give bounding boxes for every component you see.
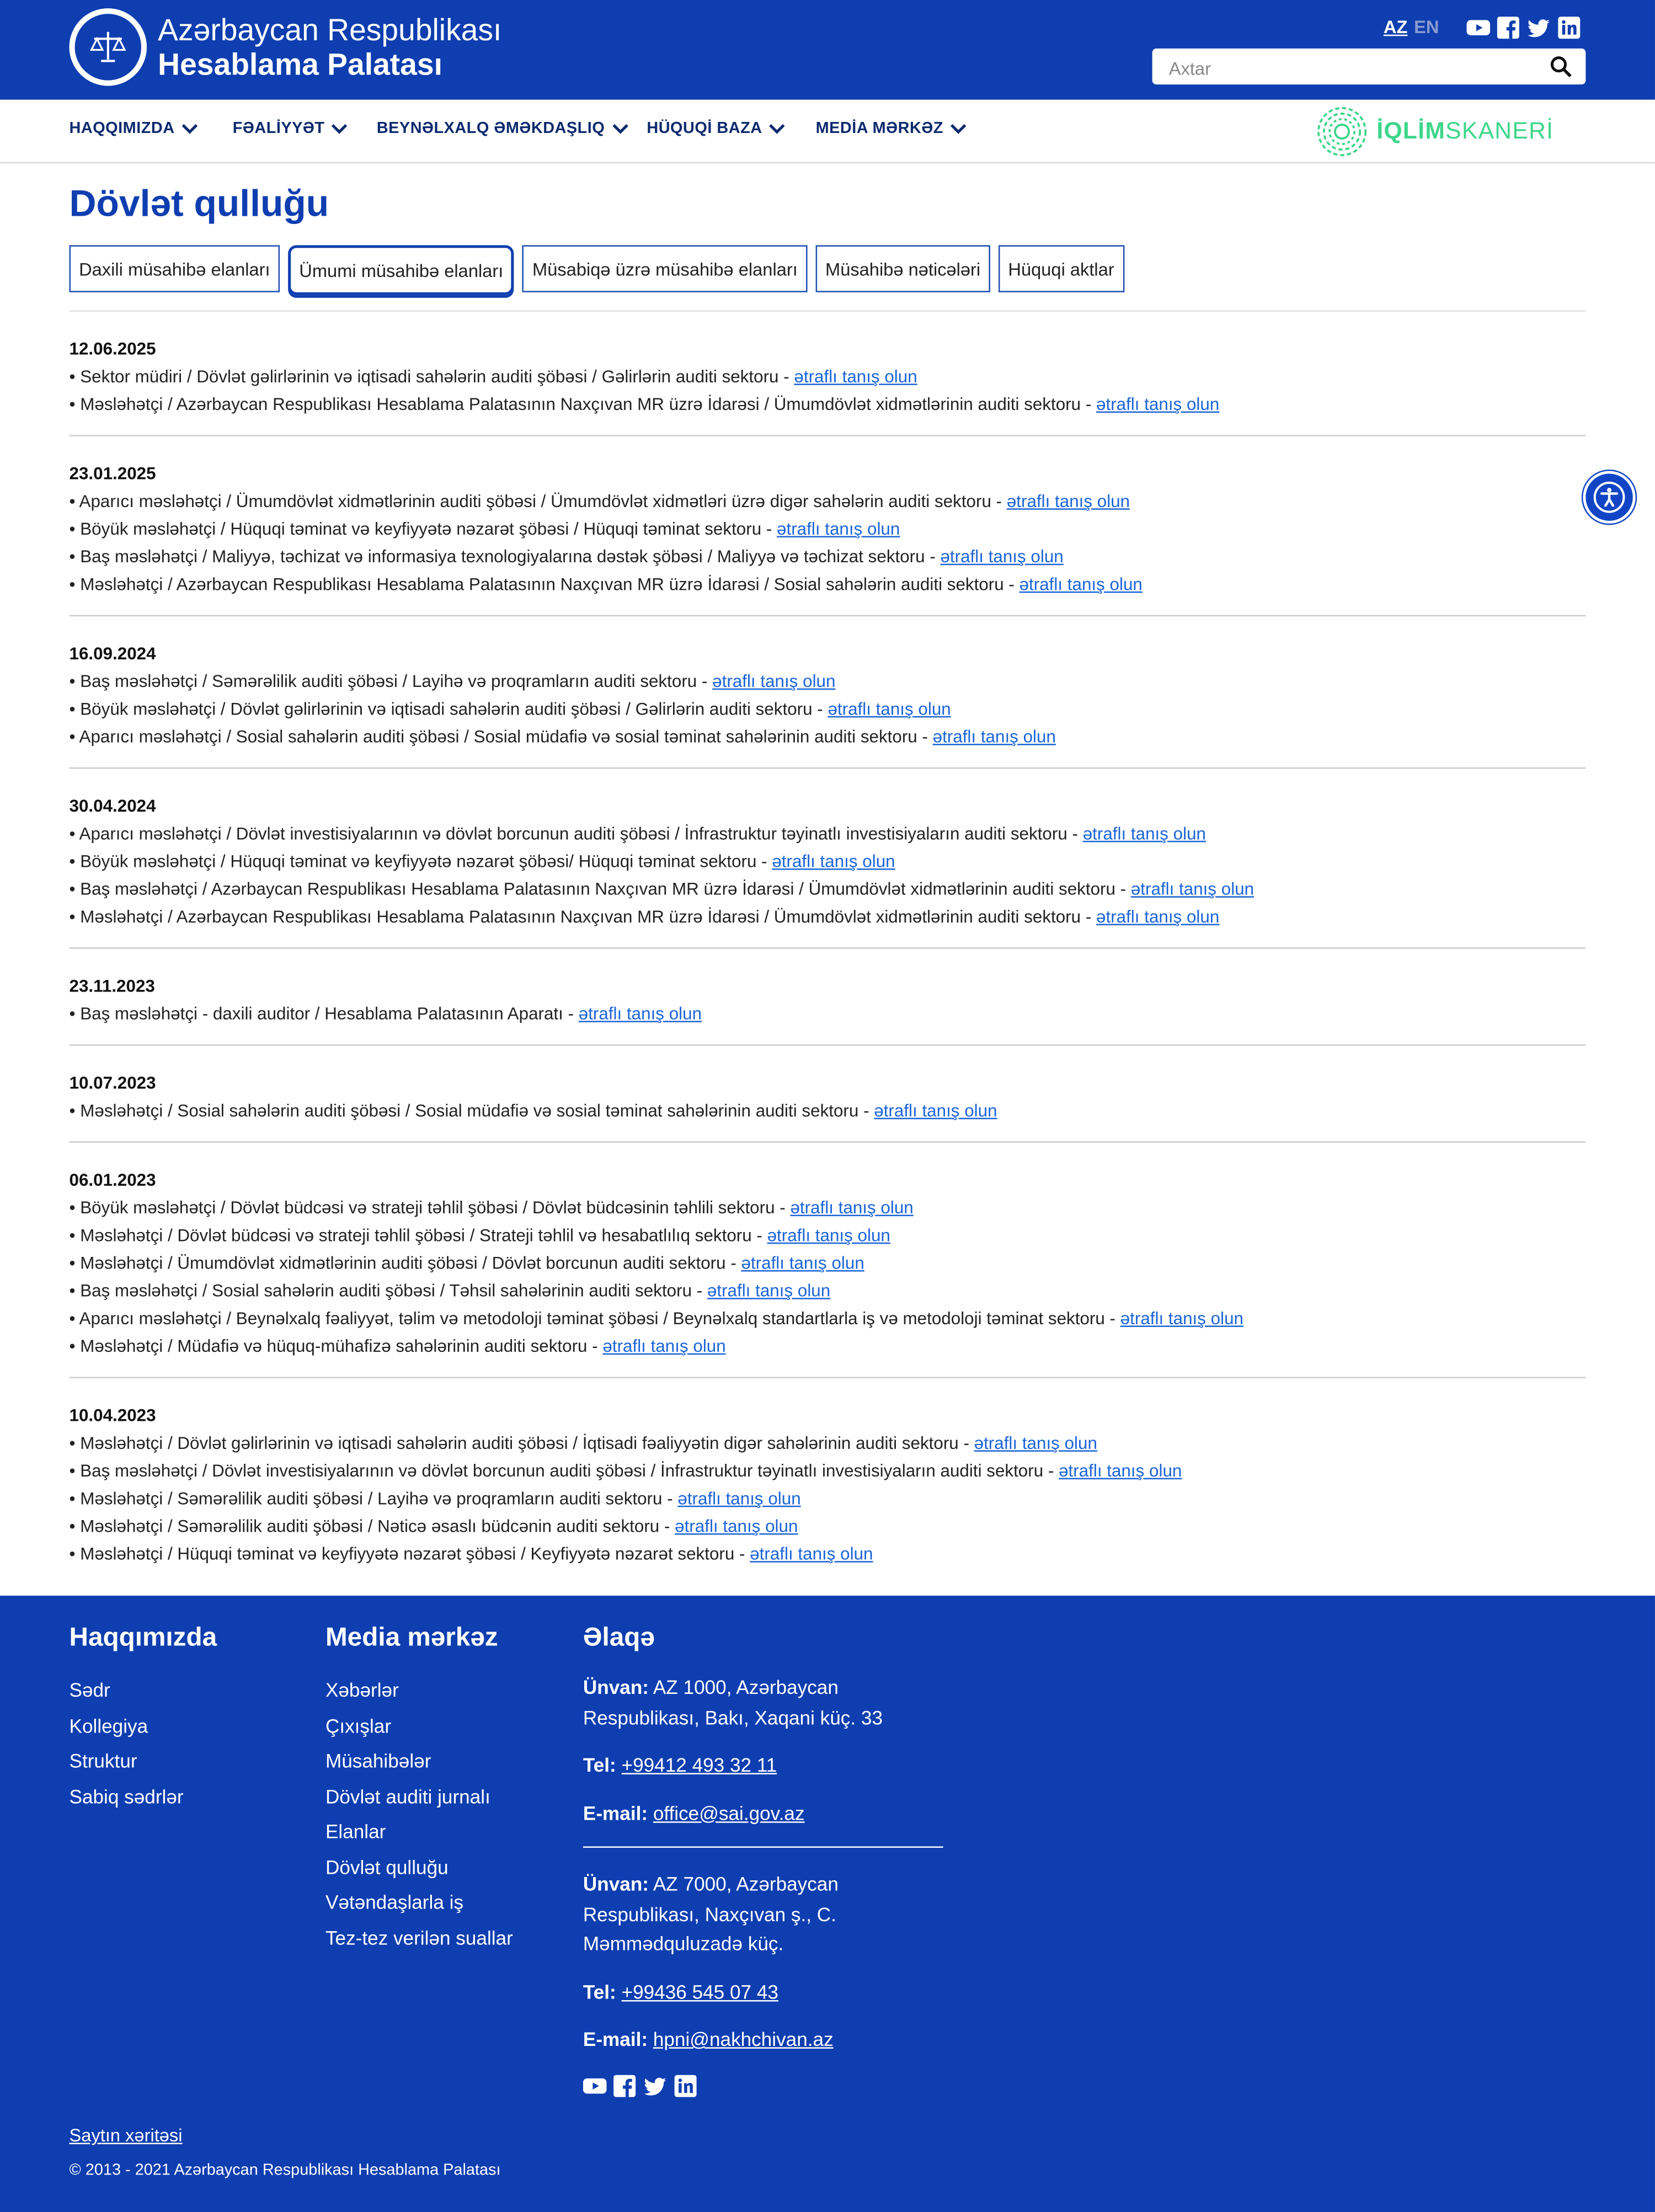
details-link[interactable]: ətraflı tanış olun	[828, 699, 951, 719]
nav-label: MEDİA MƏRKƏZ	[815, 120, 943, 137]
details-link[interactable]: ətraflı tanış olun	[767, 1225, 890, 1245]
bullet: •	[69, 1198, 81, 1218]
announcement-text: Məsləhətçi / Hüquqi təminat və keyfiyyətə nəzarət şöbəsi / Keyfiyyətə nəzarət sektoru	[80, 1544, 735, 1564]
announcement-item	[70, 1097, 1586, 1124]
details-link[interactable]: ətraflı tanış olun	[932, 727, 1056, 747]
dash: -	[1067, 824, 1083, 844]
announcement-group	[70, 312, 1586, 436]
details-link[interactable]: ətraflı tanış olun	[750, 1544, 873, 1564]
label-email: E-mail:	[583, 1801, 648, 1824]
bullet: •	[69, 1544, 81, 1564]
tab-daxili[interactable]: Daxili müsahibə elanları	[70, 245, 280, 292]
main-nav	[0, 100, 1655, 163]
youtube-icon[interactable]	[583, 2074, 605, 2096]
announcement-item	[70, 571, 1586, 598]
details-link[interactable]: ətraflı tanış olun	[772, 851, 895, 872]
announcement-text: Məsləhətçi / Azərbaycan Respublikası Hesablama Palatasının Naxçıvan MR üzrə İdarəsi / Ümumdövlət xidmətlərinin auditi sektoru	[80, 395, 1081, 414]
announcement-item	[70, 695, 1586, 723]
dash: -	[1081, 907, 1097, 927]
announcement-text: Məsləhətçi / Ümumdövlət xidmətlərinin auditi şöbəsi / Dövlət borcunun auditi sektoru	[80, 1253, 726, 1273]
bullet: •	[69, 727, 79, 747]
details-link[interactable]: ətraflı tanış olun	[602, 1336, 726, 1356]
announcement-item	[70, 1332, 1586, 1360]
bullet: •	[69, 1101, 81, 1121]
announcement-text: Aparıcı məsləhətçi / Beynəlxalq fəaliyyət, təlim və metodoloji təminat şöbəsi / Beynəlxalq standartlarla iş və metodoloji təminat sektoru	[79, 1309, 1105, 1329]
dash: -	[958, 1433, 974, 1453]
lang-az-link[interactable]: AZ	[1383, 17, 1408, 38]
accessibility-icon	[1593, 481, 1626, 514]
tab-musabiqe[interactable]: Müsabiqə üzrə müsahibə elanları	[522, 245, 807, 292]
announcement-text: Baş məsləhətçi / Dövlət investisiyalarının və dövlət borcunun auditi şöbəsi / İnfrastruktur təyinatlı investisiyaların auditi sektoru	[80, 1461, 1044, 1481]
bullet: •	[69, 1281, 81, 1301]
announcement-date: 10.07.2023	[69, 1073, 156, 1093]
dash: -	[925, 547, 941, 567]
details-link[interactable]: ətraflı tanış olun	[741, 1253, 864, 1273]
announcement-text: Məsləhətçi / Dövlət gəlirlərinin və iqtisadi sahələrin auditi şöbəsi / İqtisadi fəaliyyətin digər sahələrinin auditi sektoru	[80, 1433, 959, 1453]
announcement-item	[70, 1457, 1586, 1485]
announcement-item	[70, 1430, 1586, 1457]
announcement-date: 23.11.2023	[69, 976, 155, 996]
details-link[interactable]: ətraflı tanış olun	[974, 1433, 1097, 1453]
announcement-date: 16.09.2024	[69, 644, 156, 664]
footer-heading: Media mərkəz	[325, 1623, 498, 1653]
details-link[interactable]: ətraflı tanış olun	[677, 1489, 801, 1509]
footer-link[interactable]: Sədr	[69, 1678, 110, 1701]
details-link[interactable]: ətraflı tanış olun	[1130, 880, 1254, 899]
announcement-group	[70, 1046, 1586, 1143]
nav-fealiyyet[interactable]	[233, 120, 345, 137]
announcement-text: Məsləhətçi / Dövlət büdcəsi və strateji təhlil şöbəsi / Strateji təhlil və hesabatlılıq sektoru	[80, 1225, 752, 1245]
announcement-text: Məsləhətçi / Azərbaycan Respublikası Hesablama Palatasının Naxçıvan MR üzrə İdarəsi / Ümumdövlət xidmətlərinin auditi sektoru	[80, 907, 1081, 927]
announcement-group	[70, 1378, 1586, 1585]
bullet: •	[69, 574, 81, 594]
footer-link[interactable]: Sabiq sədrlər	[69, 1784, 184, 1807]
footer-link[interactable]: Müsahibələr	[325, 1749, 431, 1772]
dash: -	[858, 1101, 874, 1121]
nav-label: BEYNƏLXALQ ƏMƏKDAŞLIQ	[376, 120, 605, 137]
copyright: © 2013 - 2021 Azərbaycan Respublikası Hesablama Palatası	[69, 2162, 501, 2179]
announcement-text: Böyük məsləhətçi / Dövlət büdcəsi və strateji təhlil şöbəsi / Dövlət büdcəsinin təhlili sektoru	[80, 1198, 775, 1218]
dash: -	[1081, 395, 1097, 414]
iqlim-text: İQLİMSKANERİ	[1376, 118, 1554, 145]
announcement-group	[70, 436, 1586, 616]
announcement-item	[70, 488, 1586, 515]
site-brand[interactable]	[158, 14, 501, 82]
brand-line-2: Hesablama Palatası	[158, 46, 442, 82]
footer-heading: Haqqımızda	[69, 1623, 217, 1653]
bullet: •	[69, 1225, 81, 1245]
announcement-text: Böyük məsləhətçi / Dövlət gəlirlərinin və iqtisadi sahələrin auditi şöbəsi / Gəlirlərin auditi sektoru	[80, 699, 813, 719]
announcement-text: Məsləhətçi / Səmərəlilik auditi şöbəsi / Layihə və proqramların auditi sektoru	[80, 1489, 663, 1509]
announcement-item	[70, 848, 1586, 875]
bullet: •	[69, 492, 79, 511]
footer-link[interactable]: Dövlət auditi jurnalı	[325, 1784, 490, 1807]
label-tel: Tel:	[583, 1980, 616, 2002]
sitemap-link[interactable]: Saytın xəritəsi	[69, 2124, 183, 2146]
search-box	[1152, 49, 1586, 84]
bullet: •	[69, 1309, 79, 1329]
label-address: Ünvan:	[583, 1873, 649, 1895]
announcement-item	[70, 820, 1586, 848]
bullet: •	[69, 367, 81, 387]
page-title: Dövlət qulluğu	[69, 183, 329, 225]
dash: -	[751, 1225, 767, 1245]
bullet: •	[69, 395, 81, 414]
twitter-icon[interactable]	[1528, 17, 1550, 39]
label-tel: Tel:	[583, 1753, 616, 1776]
accessibility-button[interactable]	[1583, 471, 1635, 524]
lang-en-link[interactable]: EN	[1414, 17, 1439, 38]
nav-label: FƏALİYYƏT	[232, 120, 325, 137]
footer-link[interactable]: Xəbərlər	[325, 1678, 399, 1701]
footer-link[interactable]: Kollegiya	[69, 1714, 148, 1736]
bullet: •	[69, 1516, 81, 1537]
tab-bar	[70, 245, 1586, 292]
brand-line-1: Azərbaycan Respublikası	[158, 12, 502, 47]
announcement-text: Baş məsləhətçi - daxili auditor / Hesablama Palatasının Aparatı	[80, 1004, 563, 1024]
announcement-text: Sektor müdiri / Dövlət gəlirlərinin və iqtisadi sahələrin auditi şöbəsi / Gəlirlərin auditi sektoru	[80, 367, 779, 387]
announcement-text: Baş məsləhətçi / Səmərəlilik auditi şöbəsi / Layihə və proqramların auditi sektoru	[80, 671, 697, 691]
details-link[interactable]: ətraflı tanış olun	[940, 547, 1064, 567]
bullet: •	[69, 1489, 81, 1509]
details-link[interactable]: ətraflı tanış olun	[794, 367, 917, 387]
phone-link[interactable]: +99436 545 07 43	[621, 1980, 778, 2002]
site-footer	[0, 1596, 1655, 2212]
details-link[interactable]: ətraflı tanış olun	[1096, 395, 1220, 414]
dash: -	[662, 1489, 678, 1509]
dash: -	[775, 1198, 791, 1218]
bullet: •	[69, 880, 81, 899]
bullet: •	[69, 699, 81, 719]
search-input[interactable]	[1166, 54, 1546, 82]
announcement-text: Məsləhətçi / Müdafiə və hüquq-mühafizə sahələrinin auditi sektoru	[80, 1336, 588, 1356]
bullet: •	[69, 547, 81, 567]
tab-huquqi-aktlar[interactable]: Hüquqi aktlar	[999, 245, 1124, 292]
bullet: •	[69, 1004, 81, 1024]
details-link[interactable]: ətraflı tanış olun	[1006, 492, 1130, 511]
details-link[interactable]: ətraflı tanış olun	[874, 1101, 997, 1121]
nav-huquqi-baza[interactable]	[647, 120, 783, 137]
tab-umumi[interactable]: Ümumi müsahibə elanları	[288, 245, 514, 295]
chevron-down-icon	[182, 118, 197, 134]
details-link[interactable]: ətraflı tanış olun	[777, 519, 900, 539]
iqlim-skaneri-banner[interactable]	[1316, 105, 1553, 158]
bullet: •	[69, 671, 81, 691]
linkedin-icon[interactable]	[1558, 17, 1580, 39]
announcement-item	[70, 1305, 1586, 1332]
announcement-group	[70, 616, 1586, 769]
phone-link[interactable]: +99412 493 32 11	[621, 1753, 777, 1776]
twitter-icon[interactable]	[644, 2074, 666, 2096]
announcement-group	[70, 1143, 1586, 1378]
announcement-text: Aparıcı məsləhətçi / Ümumdövlət xidmətlərinin auditi şöbəsi / Ümumdövlət xidmətləri üzrə digər sahələrin auditi sektoru	[79, 492, 991, 511]
label-email: E-mail:	[583, 2028, 648, 2050]
details-link[interactable]: ətraflı tanış olun	[675, 1516, 798, 1537]
details-link[interactable]: ətraflı tanış olun	[790, 1198, 914, 1218]
bullet: •	[69, 519, 81, 539]
scales-icon	[87, 26, 129, 68]
chevron-down-icon	[332, 118, 348, 134]
search-icon[interactable]	[1550, 55, 1572, 77]
announcement-text: Böyük məsləhətçi / Hüquqi təminat və keyfiyyətə nəzarət şöbəsi/ Hüquqi təminat sektoru	[80, 851, 757, 872]
bullet: •	[69, 824, 79, 844]
announcement-item	[70, 515, 1586, 543]
footer-col-media	[325, 1623, 513, 1955]
details-link[interactable]: ətraflı tanış olun	[1019, 574, 1143, 594]
chevron-down-icon	[770, 118, 785, 134]
nav-label: HÜQUQİ BAZA	[647, 120, 762, 137]
announcement-text: Məsləhətçi / Sosial sahələrin auditi şöbəsi / Sosial müdafiə və sosial təminat sahələrinin auditi sektoru	[80, 1101, 859, 1121]
dash: -	[725, 1253, 741, 1273]
announcement-text: Böyük məsləhətçi / Hüquqi təminat və keyfiyyətə nəzarət şöbəsi / Hüquqi təminat sektoru	[80, 519, 762, 539]
details-link[interactable]: ətraflı tanış olun	[578, 1004, 702, 1024]
footer-divider	[583, 1846, 943, 1848]
footer-link[interactable]: Elanlar	[325, 1820, 386, 1842]
dash: -	[778, 367, 794, 387]
chevron-down-icon	[951, 118, 966, 134]
main-content	[0, 163, 1655, 1585]
dash: -	[734, 1544, 750, 1564]
announcement-item	[70, 363, 1586, 391]
details-link[interactable]: ətraflı tanış olun	[1082, 824, 1206, 844]
chevron-down-icon	[612, 118, 628, 134]
announcement-item	[70, 876, 1586, 903]
bullet: •	[69, 907, 81, 927]
dash: -	[587, 1336, 603, 1356]
announcement-item	[70, 1222, 1586, 1249]
dash: -	[659, 1516, 675, 1537]
announcement-item	[70, 1249, 1586, 1277]
announcement-text: Məsləhətçi / Səmərəlilik auditi şöbəsi / Nəticə əsaslı büdcənin auditi sektoru	[80, 1516, 660, 1537]
dash: -	[1115, 880, 1131, 899]
footer-link[interactable]: Struktur	[69, 1749, 137, 1772]
announcement-date: 30.04.2024	[69, 796, 156, 816]
announcement-group	[70, 949, 1586, 1046]
facebook-icon[interactable]	[1497, 17, 1519, 39]
iqlim-swirl-icon	[1316, 105, 1368, 158]
nav-label: HAQQIMIZDA	[69, 120, 175, 137]
dash: -	[697, 671, 713, 691]
dash: -	[761, 519, 777, 539]
announcement-text: Məsləhətçi / Azərbaycan Respublikası Hesablama Palatasının Naxçıvan MR üzrə İdarəsi / Sosial sahələrin auditi sektoru	[80, 574, 1004, 594]
announcement-item	[70, 1000, 1586, 1028]
bullet: •	[69, 1336, 81, 1356]
announcement-item	[70, 391, 1586, 418]
email-link[interactable]: hpni@nakhchivan.az	[653, 2028, 834, 2050]
bullet: •	[69, 1253, 81, 1273]
email-link[interactable]: office@sai.gov.az	[653, 1801, 805, 1824]
footer-col-about	[70, 1623, 217, 1814]
footer-link-list	[325, 1673, 513, 1956]
address-nakhchivan: AZ 7000, Azərbaycan Respublikası, Naxçıvan ş., C. Məmmədquluzadə küç.	[583, 1873, 839, 1955]
bullet: •	[69, 1461, 81, 1481]
details-link[interactable]: ətraflı tanış olun	[1059, 1461, 1182, 1481]
address-baku: AZ 1000, Azərbaycan Respublikası, Bakı, Xaqani küç. 33	[583, 1676, 883, 1728]
announcement-text: Baş məsləhətçi / Azərbaycan Respublikası Hesablama Palatasının Naxçıvan MR üzrə İdarəsi / Ümumdövlət xidmətlərinin auditi sektoru	[80, 880, 1115, 899]
nav-haqqimizda[interactable]	[70, 120, 196, 137]
announcement-item	[70, 543, 1586, 571]
announcement-list	[70, 312, 1586, 1585]
details-link[interactable]: ətraflı tanış olun	[1096, 907, 1220, 927]
bullet: •	[69, 851, 81, 872]
nav-media-merkez[interactable]	[816, 120, 964, 137]
dash: -	[1003, 574, 1019, 594]
footer-col-contact	[583, 1623, 946, 2096]
dash: -	[1043, 1461, 1059, 1481]
announcement-text: Aparıcı məsləhətçi / Dövlət investisiyalarının və dövlət borcunun auditi şöbəsi / İnfrastruktur təyinatlı investisiyaların auditi sektoru	[79, 824, 1067, 844]
dash: -	[991, 492, 1007, 511]
dash: -	[1104, 1309, 1120, 1329]
footer-social	[583, 2074, 946, 2096]
announcement-date: 10.04.2023	[69, 1406, 156, 1426]
details-link[interactable]: ətraflı tanış olun	[1120, 1309, 1244, 1329]
announcement-text: Baş məsləhətçi / Sosial sahələrin auditi şöbəsi / Təhsil sahələrinin auditi sektoru	[80, 1281, 692, 1301]
label-address: Ünvan:	[583, 1676, 649, 1698]
announcement-item	[70, 1277, 1586, 1305]
dash: -	[756, 851, 772, 872]
announcement-date: 12.06.2025	[69, 339, 156, 359]
announcement-text: Aparıcı məsləhətçi / Sosial sahələrin auditi şöbəsi / Sosial müdafiə və sosial təminat sahələrinin auditi sektoru	[79, 727, 917, 747]
dash: -	[563, 1004, 579, 1024]
youtube-icon[interactable]	[1467, 17, 1489, 39]
announcement-date: 23.01.2025	[69, 463, 156, 484]
footer-link-list	[70, 1673, 217, 1815]
bullet: •	[69, 1433, 81, 1453]
details-link[interactable]: ətraflı tanış olun	[712, 671, 836, 691]
nav-beynelxalq[interactable]	[377, 120, 626, 137]
announcement-item	[70, 1485, 1586, 1512]
logo-emblem[interactable]	[70, 8, 147, 86]
announcement-item	[70, 723, 1586, 750]
footer-link[interactable]: Tez-tez verilən suallar	[325, 1926, 513, 1948]
announcement-item	[70, 1541, 1586, 1568]
dash: -	[917, 727, 933, 747]
footer-link[interactable]: Çıxışlar	[325, 1714, 392, 1736]
announcement-group	[70, 769, 1586, 948]
tab-neticeler[interactable]: Müsahibə nəticələri	[815, 245, 990, 292]
dash: -	[692, 1281, 707, 1301]
header-social	[1467, 17, 1581, 39]
details-link[interactable]: ətraflı tanış olun	[707, 1281, 831, 1301]
footer-link[interactable]: Dövlət qulluğu	[325, 1855, 449, 1878]
announcement-text: Baş məsləhətçi / Maliyyə, təchizat və informasiya texnologiyalarına dəstək şöbəsi / Maliyyə və təchizat sektoru	[80, 547, 925, 567]
announcement-item	[70, 1512, 1586, 1540]
announcement-date: 06.01.2023	[69, 1170, 156, 1190]
footer-heading: Əlaqə	[583, 1623, 655, 1653]
announcement-item	[70, 1194, 1586, 1222]
announcement-item	[70, 668, 1586, 695]
linkedin-icon[interactable]	[675, 2074, 697, 2096]
dash: -	[812, 699, 828, 719]
top-header	[0, 0, 1655, 100]
announcement-item	[70, 903, 1586, 931]
footer-link[interactable]: Vətəndaşlarla iş	[325, 1890, 464, 1913]
facebook-icon[interactable]	[613, 2074, 636, 2096]
